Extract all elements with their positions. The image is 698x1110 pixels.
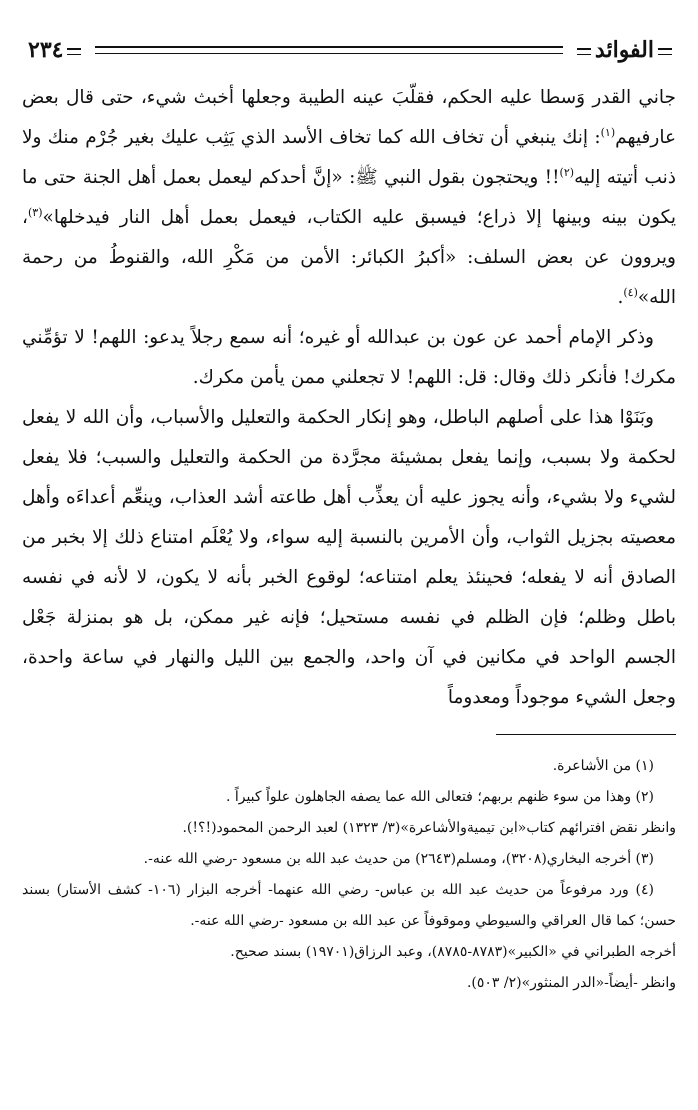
header-rule	[95, 46, 562, 54]
page-number-text: ٢٣٤	[28, 37, 64, 63]
running-title-text: الفوائد	[594, 37, 654, 63]
main-text	[22, 78, 676, 718]
footnote-ref-2[interactable]: (٢)	[559, 165, 575, 179]
footnote-2: (٢) وهذا من سوء ظنهم بربهم؛ فتعالى الله عما يصفه الجاهلون علواً كبيراً .	[225, 789, 654, 805]
paragraph-3: وبَنَوْا هذا على أصلهم الباطل، وهو إنكار الحكمة والتعليل والأسباب، وأن الله لا يفعل لحكمة ولا بسبب، وإنما يفعل بمشيئة مجرَّدة من الحكمة والتعليل والسبب؛ فلا يفعل لشيء ولا بشيء، وأنه يجوز عليه أن يعذِّب أهل طاعته أشد العذاب، وينعِّم أعداءَه وأهل معصيته بجزيل الثواب، وأن الأمرين بالنسبة إليه سواء، ولا يُعْلَم امتناع ذلك إلا بخبر من الصادق أنه لا يفعله؛ فحينئذ يعلم امتناعه؛ لوقوع الخبر بأنه لا يكون، لا لأنه في نفسه باطل وظلم؛ فإن الظلم في نفسه مستحيل؛ فإنه غير ممكن، بل هو بمنزلة جَعْل الجسم الواحد في مكانين في آن واحد، والجمع بين الليل والنهار في ساعة واحدة، وجعل الشيء موجوداً ومعدوماً	[22, 407, 676, 708]
page-number	[22, 37, 85, 63]
paragraph-1-part-a: جاني القدر وَسطا عليه الحكم، فقلّبَ عينه الطيبة وجعلها أخبث شيء، حتى قال بعض عارفيهم	[22, 87, 676, 148]
footnote-4: (٤) ورد مرفوعاً من حديث عبد الله بن عباس- رضي الله عنهما- أخرجه البزار (١٠٦- كشف الأستار) بسند حسن؛ كما قال العراقي والسيوطي وموقوفاً عن عبد الله بن مسعود -رضي الله عنه-.	[22, 882, 676, 929]
footnote-3: (٣) أخرجه البخاري(٣٢٠٨)، ومسلم(٢٦٤٣) من حديث عبد الله بن مسعود -رضي الله عنه-.	[143, 851, 654, 867]
paragraph-1-part-d: ، ويروون عن بعض السلف: «أكبرُ الكبائر: الأمن من مَكْرِ الله، والقنوطُ من رحمة الله»	[22, 207, 676, 308]
footnote-4-continued: أخرجه الطبراني في «الكبير»(٨٧٨٣-٨٧٨٥)، وعبد الرزاق(١٩٧٠١) بسند صحيح.	[230, 944, 676, 960]
running-title	[573, 37, 676, 63]
paragraph-1-part-c: !! ويحتجون بقول النبي ﷺ: «إنَّ أحدكم ليعمل بعمل أهل الجنة حتى ما يكون بينه وبينها إلا ذراع؛ فيسبق عليه الكتاب، فيعمل بعمل أهل النار فيدخلها»	[22, 167, 676, 228]
footnote-4-continued-2: وانظر -أيضاً-«الدر المنثور»(٢/ ٥٠٣).	[466, 975, 676, 991]
footnote-ref-3[interactable]: (٣)	[27, 205, 43, 219]
footnotes	[22, 751, 676, 999]
paragraph-1-part-e: .	[617, 287, 624, 308]
book-page	[22, 28, 676, 1088]
title-ornament-right	[658, 48, 672, 55]
footnote-2-continued: وانظر نقض افترائهم كتاب«ابن تيميةوالأشاعرة»(٣/ ١٣٢٣) لعبد الرحمن المحمود(!؟!).	[182, 820, 676, 836]
footnote-1: (١) من الأشاعرة.	[552, 758, 654, 774]
page-number-ornament	[67, 48, 81, 55]
paragraph-2: وذكر الإمام أحمد عن عون بن عبدالله أو غيره؛ أنه سمع رجلاً يدعو: اللهم! لا تؤمِّني مكرك! فأنكر ذلك وقال: قل: اللهم! لا تجعلني ممن يأمن مكرك.	[22, 327, 676, 388]
page-header	[22, 28, 676, 72]
paragraph-1-part-b: : إنك ينبغي أن تخاف الله كما تخاف الأسد الذي يَثِب عليك بغير جُرْم منك ولا ذنب أتيته إليه	[22, 127, 676, 188]
paragraph-1	[22, 78, 676, 318]
footnote-separator	[496, 734, 676, 735]
footnote-ref-1[interactable]: (١)	[600, 125, 616, 139]
footnote-ref-4[interactable]: (٤)	[623, 285, 638, 299]
title-ornament-left	[577, 48, 591, 55]
